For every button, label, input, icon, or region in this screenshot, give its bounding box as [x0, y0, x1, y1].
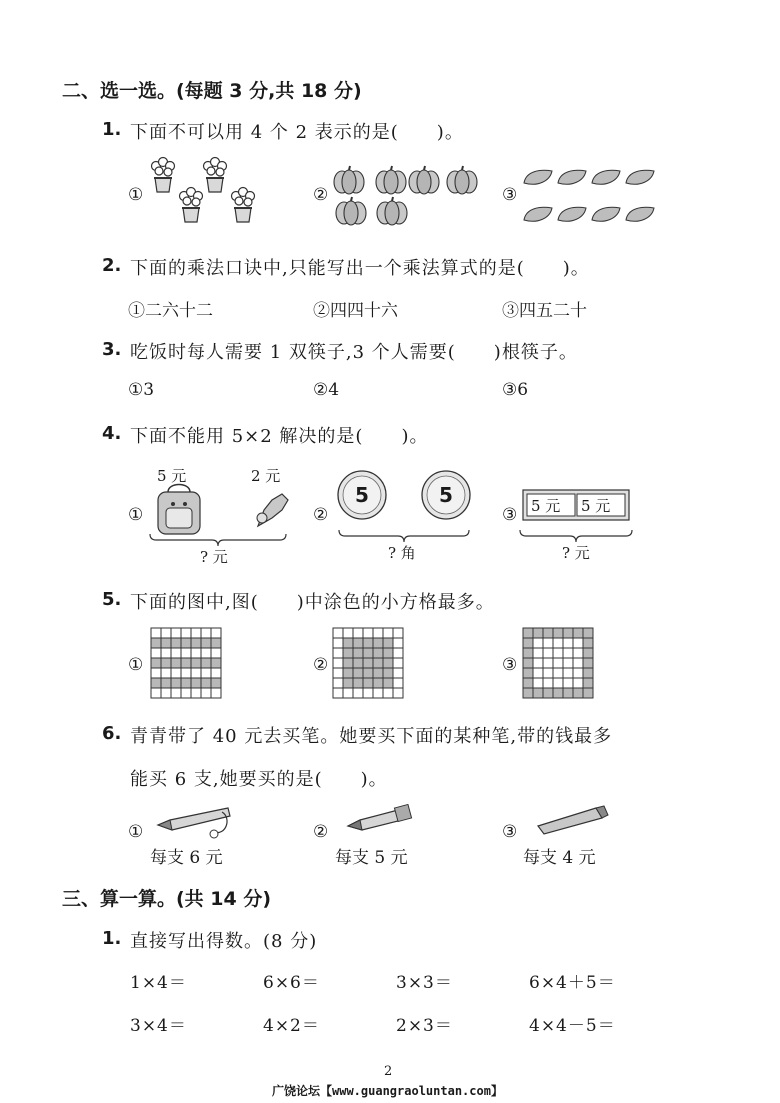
pencil-sharpener-icon: [257, 494, 288, 526]
q5-text: 下面的图中,图( )中涂色的小方格最多。: [130, 592, 495, 613]
q3-text: 吃饭时每人需要 1 双筷子,3 个人需要( )根筷子。: [130, 342, 578, 363]
q4-answer-2: ? 角: [388, 544, 416, 562]
q1-option-3-label: ③: [502, 185, 518, 205]
calc-r2-c2: 4×2＝: [263, 1016, 320, 1036]
calc-r1-c1: 1×4＝: [130, 973, 187, 993]
q6-text-line2: 能买 6 支,她要买的是( )。: [130, 769, 388, 790]
q6-option-2-label: ②: [313, 822, 329, 842]
q4-option-3-label: ③: [502, 505, 518, 525]
calc-r1-c2: 6×6＝: [263, 973, 320, 993]
q2-option-2: ②四四十六: [313, 301, 398, 321]
q4-option-1-label: ①: [128, 505, 144, 525]
calc-r2-c4: 4×4－5＝: [529, 1016, 616, 1036]
calc-r2-c3: 2×3＝: [396, 1016, 453, 1036]
schoolbag-icon: [158, 485, 200, 535]
calc-r2-c1: 3×4＝: [130, 1016, 187, 1036]
page-number: 2: [384, 1064, 393, 1079]
q1-text: 下面不可以用 4 个 2 表示的是( )。: [130, 122, 464, 143]
q1-option-1-label: ①: [128, 185, 144, 205]
q1-number: 1.: [102, 119, 122, 140]
q6-number: 6.: [102, 723, 122, 744]
section-2-title: 二、选一选。(每题 3 分,共 18 分): [62, 80, 362, 102]
q4-number: 4.: [102, 423, 122, 444]
q3-number: 3.: [102, 339, 122, 360]
q4-option-2-label: ②: [313, 505, 329, 525]
calc-r1-c3: 3×3＝: [396, 973, 453, 993]
coin-2-value: 5: [439, 483, 453, 507]
q4-answer-1: ? 元: [200, 548, 228, 566]
pen-2-icon: [348, 804, 412, 830]
price-bag: 5 元: [157, 467, 187, 485]
pumpkin-icon: [334, 166, 477, 225]
calc-r1-c4: 6×4＋5＝: [529, 973, 616, 993]
q6-option-3-label: ③: [502, 822, 518, 842]
q5-option-2-label: ②: [313, 655, 329, 675]
q2-number: 2.: [102, 255, 122, 276]
pen-1-icon: [158, 808, 230, 838]
q2-text: 下面的乘法口诀中,只能写出一个乘法算式的是( )。: [130, 258, 590, 279]
s3-q1-number: 1.: [102, 928, 122, 949]
q4-text: 下面不能用 5×2 解决的是( )。: [130, 426, 429, 447]
q1-option-2-label: ②: [313, 185, 329, 205]
q6-price-2: 每支 5 元: [335, 848, 408, 868]
q3-option-2: ②4: [313, 380, 340, 400]
pen-3-icon: [538, 806, 608, 834]
brace-3: [520, 530, 632, 542]
q3-option-3: ③6: [502, 380, 529, 400]
grid-2: [333, 628, 403, 698]
q5-option-1-label: ①: [128, 655, 144, 675]
section-3-title: 三、算一算。(共 14 分): [62, 888, 272, 910]
s3-q1-text: 直接写出得数。(8 分): [130, 931, 318, 952]
footer-source: 广饶论坛【www.guangraoluntan.com】: [272, 1084, 503, 1098]
q6-text-line1: 青青带了 40 元去买笔。她要买下面的某种笔,带的钱最多: [130, 726, 613, 747]
q5-option-3-label: ③: [502, 655, 518, 675]
grid-3: [523, 628, 593, 698]
coin-1-value: 5: [355, 483, 369, 507]
q2-option-1: ①二六十二: [128, 301, 213, 321]
leaf-icon: [524, 170, 654, 221]
q6-price-1: 每支 6 元: [150, 848, 223, 868]
brace-2: [339, 530, 469, 542]
grid-1: [151, 628, 221, 698]
q3-option-1: ①3: [128, 380, 155, 400]
q6-option-1-label: ①: [128, 822, 144, 842]
box-right-label: 5 元: [581, 497, 611, 515]
flowerpot-icon: [152, 158, 255, 223]
price-pen: 2 元: [251, 467, 281, 485]
box-left-label: 5 元: [531, 497, 561, 515]
q2-option-3: ③四五二十: [502, 301, 587, 321]
q5-number: 5.: [102, 589, 122, 610]
brace-1: [150, 534, 286, 546]
q6-price-3: 每支 4 元: [523, 848, 596, 868]
q4-answer-3: ? 元: [562, 544, 590, 562]
